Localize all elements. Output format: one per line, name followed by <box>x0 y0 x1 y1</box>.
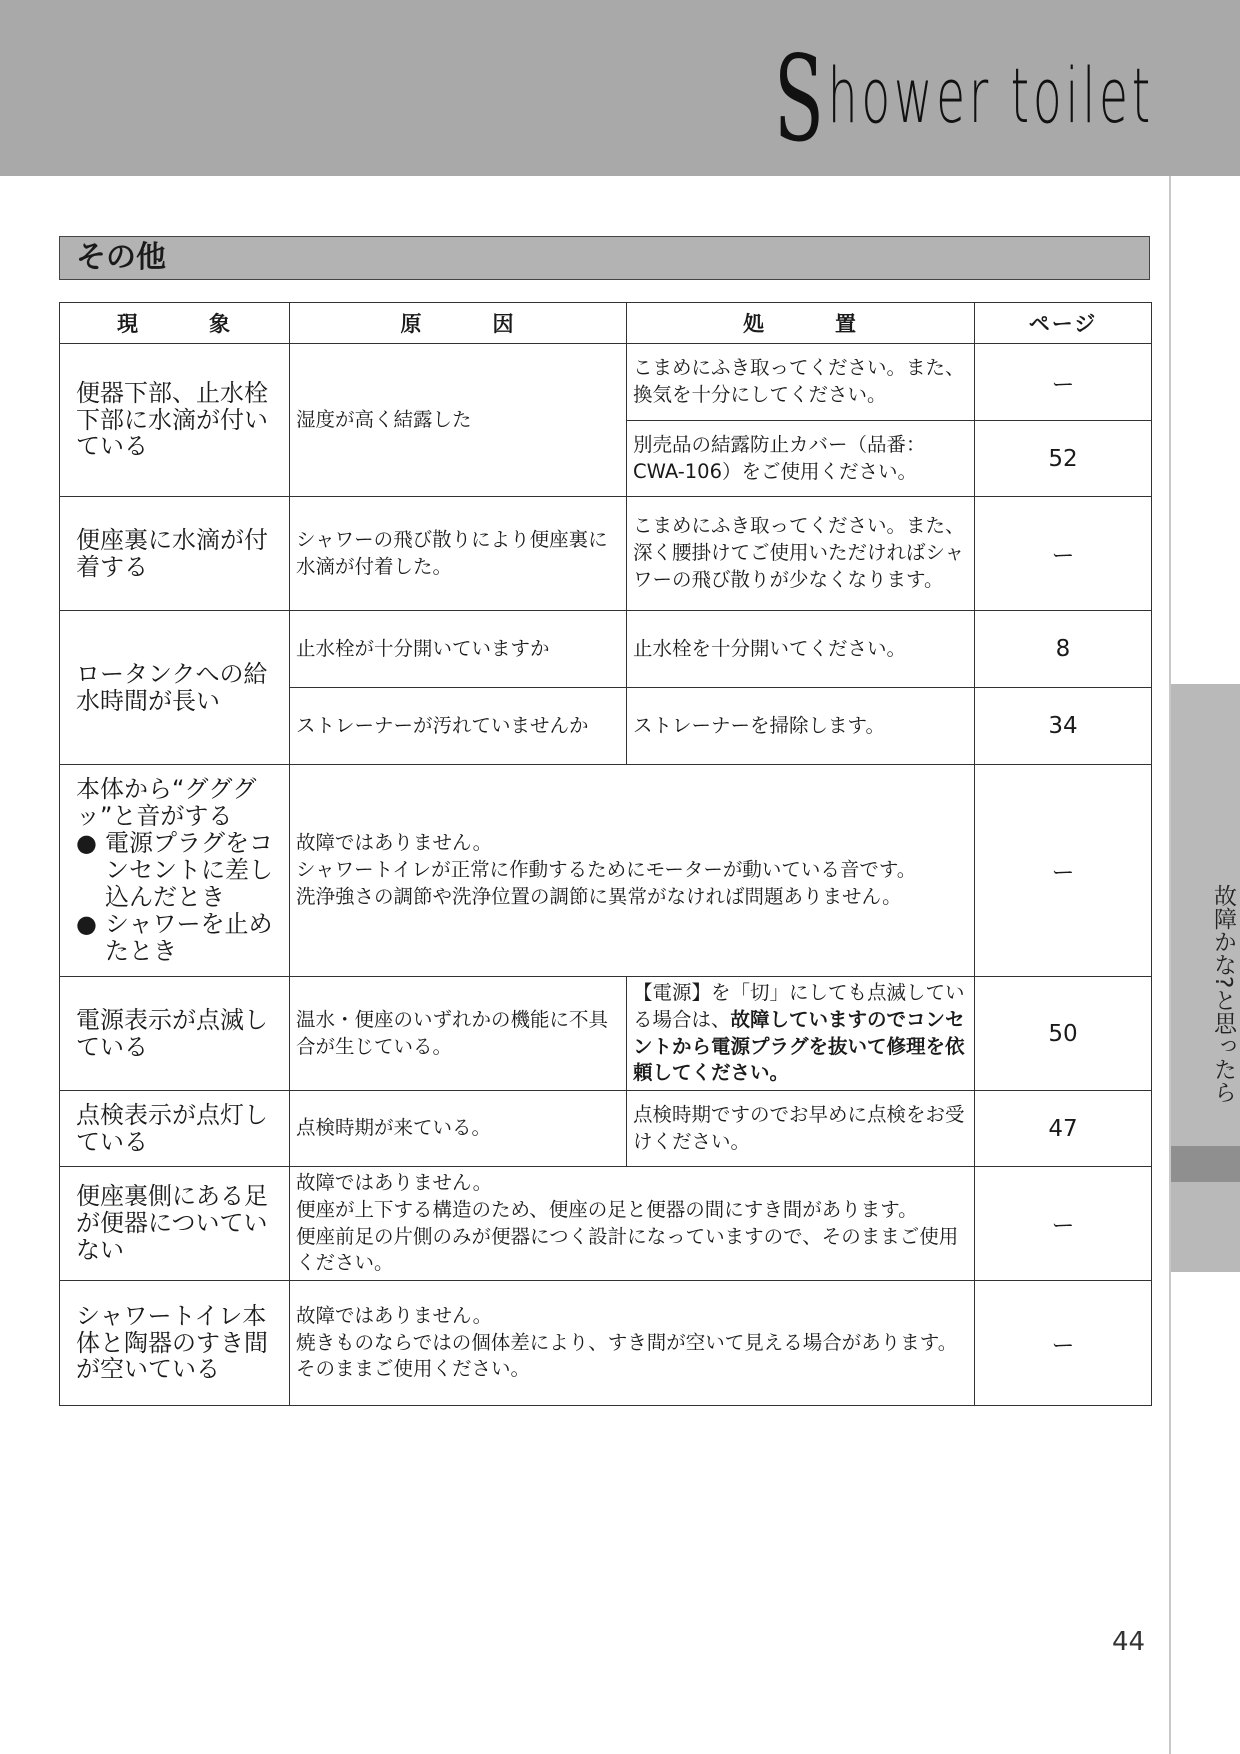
column-header-cause: 原 因 <box>290 303 627 344</box>
explanation-line: 故障ではありません。 <box>296 1303 493 1327</box>
remedy-cell: 別売品の結露防止カバー（品番：CWA-106）をご使用ください。 <box>627 421 975 497</box>
section-title: その他 <box>59 236 1150 280</box>
explanation-line: 便座前足の片側のみが便器につく設計になっていますので、そのままご使用ください。 <box>296 1224 959 1275</box>
remedy-cell: 点検時期ですのでお早めに点検をお受けください。 <box>627 1091 975 1167</box>
page-cell: ー <box>975 344 1152 421</box>
table-row <box>60 611 1152 688</box>
side-tab-label: 故障かな?と思ったら <box>1210 884 1236 1104</box>
side-tab-marker <box>1171 1146 1240 1182</box>
page-cell: 47 <box>975 1091 1152 1167</box>
table-row <box>60 1281 1152 1406</box>
cause-cell: 温水・便座のいずれかの機能に不具合が生じている。 <box>290 977 627 1091</box>
column-header-remedy: 処 置 <box>627 303 975 344</box>
cause-cell: シャワーの飛び散りにより便座裏に水滴が付着した。 <box>290 497 627 611</box>
symptom-cell: シャワートイレ本体と陶器のすき間が空いている <box>60 1281 290 1406</box>
table-row <box>60 765 1152 977</box>
condition-item: ● シャワーを止めたとき <box>76 911 273 965</box>
explanation-line: 洗浄強さの調節や洗浄位置の調節に異常がなければ問題ありません。 <box>296 884 902 908</box>
page-cell: ー <box>975 1167 1152 1281</box>
cause-cell: ストレーナーが汚れていませんか <box>290 688 627 765</box>
page-cell: 34 <box>975 688 1152 765</box>
condition-item: ● 電源プラグをコンセントに差し込んだとき <box>76 830 273 911</box>
remedy-cell: こまめにふき取ってください。また、深く腰掛けてご使用いただければシャワーの飛び散りが少なくなります。 <box>627 497 975 611</box>
page-cell: ー <box>975 1281 1152 1406</box>
column-header-symptom: 現 象 <box>60 303 290 344</box>
symptom-cell: 便座裏側にある足が便器についていない <box>60 1167 290 1281</box>
table-row <box>60 1167 1152 1281</box>
table-row <box>60 977 1152 1091</box>
page-cell: ー <box>975 765 1152 977</box>
page-cell: 50 <box>975 977 1152 1091</box>
table-row <box>60 497 1152 611</box>
page-cell: ー <box>975 497 1152 611</box>
table-row <box>60 1091 1152 1167</box>
cause-cell: 止水栓が十分開いていますか <box>290 611 627 688</box>
explanation-cell <box>290 1281 975 1406</box>
symptom-cell <box>60 765 290 977</box>
explanation-cell <box>290 1167 975 1281</box>
table-row <box>60 344 1152 421</box>
explanation-line: そのままご使用ください。 <box>296 1357 531 1381</box>
explanation-line: 焼きものならではの個体差により、すき間が空いて見える場合があります。 <box>296 1330 958 1354</box>
cause-cell: 点検時期が来ている。 <box>290 1091 627 1167</box>
remedy-cell: ストレーナーを掃除します。 <box>627 688 975 765</box>
symptom-cell: ロータンクへの給水時間が長い <box>60 611 290 765</box>
column-header-page: ページ <box>975 303 1152 344</box>
troubleshooting-table <box>59 302 1152 1406</box>
cause-cell: 湿度が高く結露した <box>290 344 627 497</box>
remedy-warning: 故障していますのでコンセントから電源プラグを抜いて修理を依頼してください。 <box>633 1007 965 1085</box>
condition-list <box>76 830 273 964</box>
remedy-text: 【電源】を「切」にしても点滅している場合は、 <box>633 980 965 1031</box>
explanation-line: 便座が上下する構造のため、便座の足と便器の間にすき間があります。 <box>296 1197 918 1221</box>
explanation-cell <box>290 765 975 977</box>
page-number: 44 <box>1112 1627 1146 1657</box>
remedy-cell <box>627 977 975 1091</box>
explanation-line: 故障ではありません。 <box>296 1170 493 1194</box>
page-cell: 52 <box>975 421 1152 497</box>
page-cell: 8 <box>975 611 1152 688</box>
remedy-cell: こまめにふき取ってください。また、換気を十分にしてください。 <box>627 344 975 421</box>
remedy-cell: 止水栓を十分開いてください。 <box>627 611 975 688</box>
symptom-text: 本体から“グググッ”と音がする <box>76 775 257 831</box>
table-header-row <box>60 303 1152 344</box>
explanation-line: 故障ではありません。 <box>296 831 493 855</box>
symptom-cell: 便座裏に水滴が付着する <box>60 497 290 611</box>
brand-logo: Shower toilet <box>773 30 1154 168</box>
explanation-line: シャワートイレが正常に作動するためにモーターが動いている音です。 <box>296 858 917 882</box>
symptom-cell: 電源表示が点滅している <box>60 977 290 1091</box>
symptom-cell: 点検表示が点灯している <box>60 1091 290 1167</box>
symptom-cell: 便器下部、止水栓下部に水滴が付いている <box>60 344 290 497</box>
